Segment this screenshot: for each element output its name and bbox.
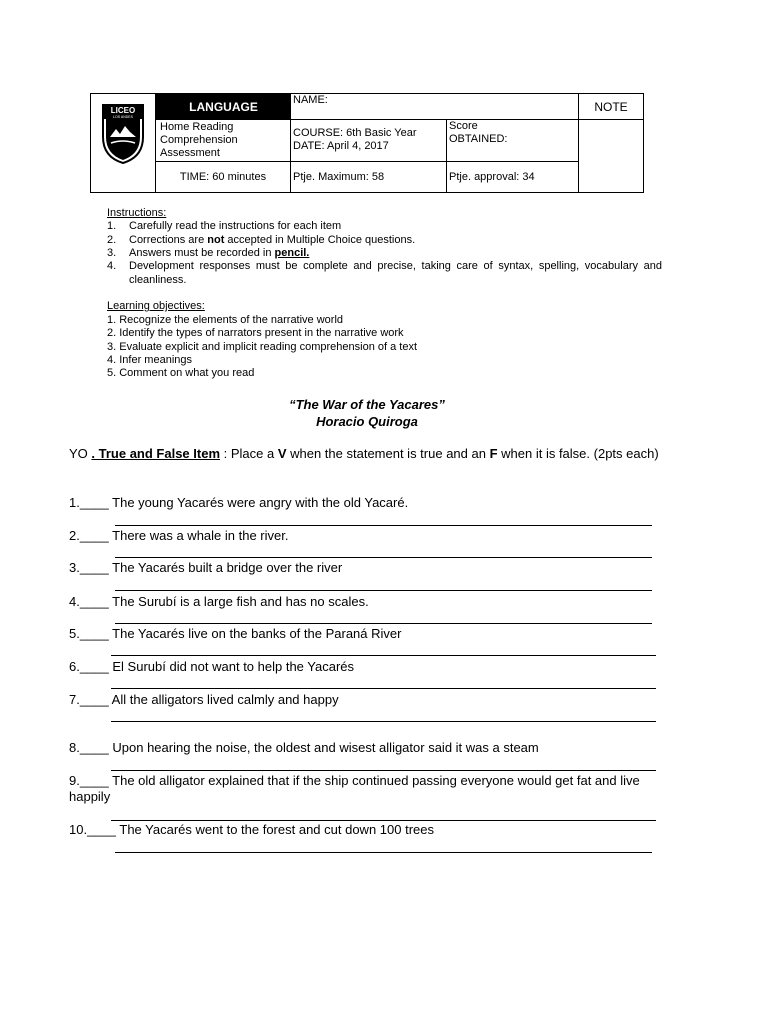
answer-blank: 1.____ xyxy=(69,495,109,510)
answer-line[interactable] xyxy=(111,721,656,722)
assessment-type xyxy=(156,120,291,162)
instruction-text: Carefully read the instructions for each item xyxy=(129,220,342,232)
time-label: TIME: 60 minutes xyxy=(156,162,291,192)
score-label: Score xyxy=(449,120,478,132)
answer-line[interactable] xyxy=(111,688,656,689)
section-instructions: YO . True and False Item : Place a V when the statement is true and an F when it is false. (2pts each) xyxy=(69,446,659,461)
question-item[interactable] xyxy=(69,626,401,642)
answer-blank: 4.____ xyxy=(69,594,109,609)
answer-blank: 7.____ xyxy=(69,692,109,707)
question-text: The Surubí is a large fish and has no scales. xyxy=(112,594,369,609)
section-label: . True and False Item xyxy=(91,446,221,461)
question-item[interactable] xyxy=(69,659,354,675)
answer-blank: 2.____ xyxy=(69,528,109,543)
answer-blank: 3.____ xyxy=(69,560,109,575)
name-label: NAME: xyxy=(293,94,328,106)
objective-item: 2. Identify the types of narrators present in the narrative work xyxy=(107,327,404,339)
objective-item: 5. Comment on what you read xyxy=(107,367,255,379)
assessment-line: Home Reading xyxy=(160,121,234,133)
question-text: The Yacarés live on the banks of the Paraná River xyxy=(112,626,402,641)
objective-item: 3. Evaluate explicit and implicit reading comprehension of a text xyxy=(107,341,418,353)
question-item[interactable] xyxy=(69,692,339,708)
story-author: Horacio Quiroga xyxy=(316,414,418,429)
name-field[interactable] xyxy=(291,94,579,120)
question-text: The Yacarés went to the forest and cut down 100 trees xyxy=(119,822,434,837)
score-field[interactable] xyxy=(447,120,579,162)
instruction-number: 2. xyxy=(107,234,117,246)
instruction-text: Corrections are not accepted in Multiple Choice questions. xyxy=(129,234,416,246)
max-score-label: Ptje. Maximum: 58 xyxy=(291,162,447,192)
assessment-line: Comprehension xyxy=(160,134,238,146)
question-text: The young Yacarés were angry with the old Yacaré. xyxy=(112,495,409,510)
answer-blank: 8.____ xyxy=(69,740,109,755)
answer-line[interactable] xyxy=(111,655,656,656)
answer-line[interactable] xyxy=(115,590,652,591)
course-label: COURSE: 6th Basic Year xyxy=(293,127,417,139)
question-item[interactable] xyxy=(69,528,288,544)
svg-text:SAN PEDRO DE LA PAZ: SAN PEDRO DE LA PA xyxy=(106,140,140,158)
approval-score-label: Ptje. approval: 34 xyxy=(447,162,579,192)
question-item[interactable] xyxy=(69,560,342,576)
school-crest-logo xyxy=(99,99,147,165)
subject-label: LANGUAGE xyxy=(156,94,291,120)
question-item[interactable] xyxy=(69,773,661,805)
answer-blank: 5.____ xyxy=(69,626,109,641)
question-text: El Surubí did not want to help the Yacarés xyxy=(112,659,355,674)
question-item[interactable] xyxy=(69,822,434,838)
answer-line[interactable] xyxy=(111,820,656,821)
objective-item: 4. Infer meanings xyxy=(107,354,192,366)
question-text: All the alligators lived calmly and happy xyxy=(111,692,339,707)
course-date-cell xyxy=(291,120,447,162)
svg-text:LOS ANDES: LOS ANDES xyxy=(113,115,133,119)
logo-cell xyxy=(91,94,156,192)
instruction-number: 1. xyxy=(107,220,117,232)
answer-blank: 9.____ xyxy=(69,773,109,788)
question-item[interactable] xyxy=(69,740,539,756)
question-text: The Yacarés built a bridge over the river xyxy=(112,560,343,575)
date-label: DATE: April 4, 2017 xyxy=(293,140,389,152)
question-item[interactable] xyxy=(69,495,408,511)
assessment-line: Assessment xyxy=(160,147,220,159)
obtained-label: OBTAINED: xyxy=(449,133,508,145)
header-table xyxy=(90,93,644,193)
answer-line[interactable] xyxy=(115,557,652,558)
instructions-heading: Instructions: xyxy=(107,207,167,219)
answer-line[interactable] xyxy=(111,770,656,771)
question-item[interactable] xyxy=(69,594,369,610)
objective-item: 1. Recognize the elements of the narrative world xyxy=(107,314,344,326)
note-label: NOTE xyxy=(579,94,643,120)
svg-text:LICEO: LICEO xyxy=(110,106,136,115)
answer-blank: 6.____ xyxy=(69,659,109,674)
answer-line[interactable] xyxy=(115,525,652,526)
instruction-text: Development responses must be complete and precise, taking care of syntax, spelling, vocabulary and cleanliness. xyxy=(129,260,662,286)
instruction-number: 4. xyxy=(107,260,117,272)
answer-blank: 10.____ xyxy=(69,822,116,837)
question-text: The old alligator explained that if the ship continued passing everyone would get fat and live happily xyxy=(69,773,640,804)
story-title: “The War of the Yacares” xyxy=(289,397,445,412)
answer-line[interactable] xyxy=(115,852,652,853)
instruction-number: 3. xyxy=(107,247,117,259)
instruction-text: Answers must be recorded in pencil. xyxy=(129,247,310,259)
answer-line[interactable] xyxy=(115,623,652,624)
question-text: Upon hearing the noise, the oldest and wisest alligator said it was a steam xyxy=(112,740,539,755)
question-text: There was a whale in the river. xyxy=(112,528,289,543)
objectives-heading: Learning objectives: xyxy=(107,300,205,312)
